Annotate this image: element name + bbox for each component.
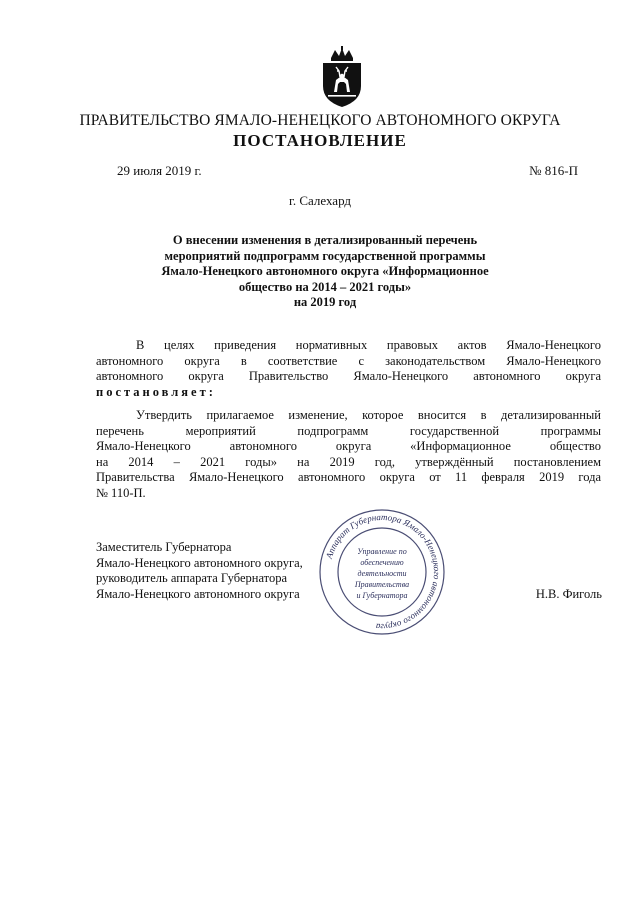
stamp-center-line: и Губернатора <box>356 591 408 600</box>
document-number: № 816-П <box>529 163 578 178</box>
paragraph-line: автономного округа Правительство Ямало-Ненецкого автономного округа <box>96 369 601 383</box>
paragraph-line: Утвердить прилагаемое изменение, которое вносится в детализированный <box>136 408 601 422</box>
signatory-name: Н.В. Фиголь <box>535 587 602 601</box>
stamp-ring-text: Аппарат Губернатора Ямало-Ненецкого автономного округа <box>323 511 443 633</box>
subject-line: Ямало-Ненецкого автономного округа «Информационное <box>161 264 489 278</box>
paragraph-line: № 110-П. <box>96 485 146 500</box>
paragraph-preamble <box>96 338 601 400</box>
official-seal-stamp <box>318 508 446 636</box>
subject-line: общество на 2014 – 2021 годы» <box>238 279 412 294</box>
paragraph-line: В целях приведения нормативных правовых актов Ямало-Ненецкого <box>136 338 601 352</box>
paragraph-line: Правительства Ямало-Ненецкого автономного округа от 11 февраля 2019 года <box>96 470 601 484</box>
stamp-center-line: Управление по <box>357 547 407 556</box>
subject-line: О внесении изменения в детализированный перечень <box>172 233 478 247</box>
subject-line: на 2019 год <box>293 295 357 309</box>
subject-line: мероприятий подпрограмм государственной программы <box>164 248 486 263</box>
position-line: Заместитель Губернатора <box>96 540 232 554</box>
coat-of-arms-icon <box>320 46 364 108</box>
government-name: ПРАВИТЕЛЬСТВО ЯМАЛО-НЕНЕЦКОГО АВТОНОМНОГО ОКРУГА <box>79 112 561 129</box>
stamp-center-line: Правительства <box>354 580 410 589</box>
stamp-center-line: деятельности <box>357 569 407 578</box>
document-type: ПОСТАНОВЛЕНИЕ <box>233 131 407 150</box>
document-date: 29 июля 2019 г. <box>117 163 202 178</box>
paragraph-line: автономного округа в соответствие с законодательством Ямало-Ненецкого <box>96 353 601 368</box>
paragraph-resolution <box>96 408 601 501</box>
decree-word: постановляет: <box>96 384 216 399</box>
position-line: руководитель аппарата Губернатора <box>96 571 288 586</box>
position-line: Ямало-Ненецкого автономного округа, <box>96 555 303 570</box>
paragraph-line: перечень мероприятий подпрограмм государственной программы <box>96 423 601 438</box>
stamp-center-line: обеспечению <box>360 558 404 567</box>
paragraph-line: на 2014 – 2021 годы» на 2019 год, утверждённый постановлением <box>96 454 601 469</box>
position-line: Ямало-Ненецкого автономного округа <box>96 586 300 601</box>
document-subject <box>150 233 500 311</box>
signatory-position <box>96 540 303 602</box>
paragraph-line: Ямало-Ненецкого автономного округа «Информационное общество <box>96 439 601 453</box>
document-city: г. Салехард <box>288 193 352 208</box>
